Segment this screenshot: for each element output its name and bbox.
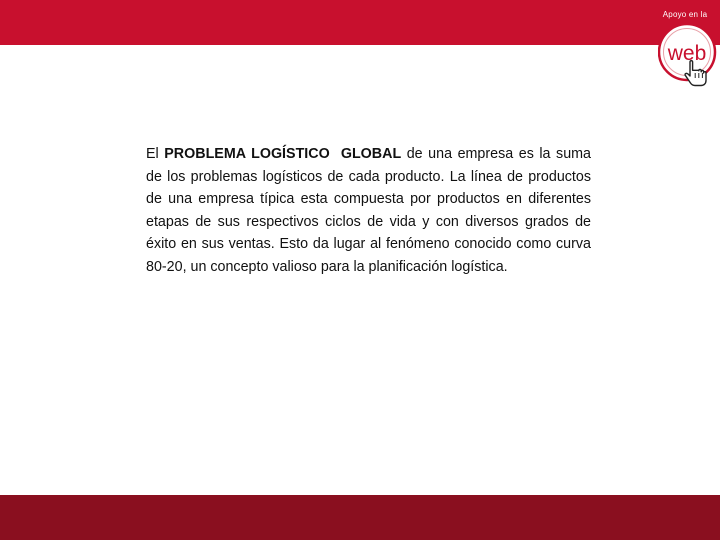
header-bar [0, 0, 720, 45]
text-gap [330, 146, 341, 162]
brand-tagline: Apoyo en la [662, 10, 708, 19]
web-logo[interactable] [658, 22, 720, 96]
text-body: de una empresa es la suma de los problemas logísticos de cada producto. La línea de productos de una empresa típica esta compuesta por productos en diferentes etapas de sus respectivos ciclos de vida y con diversos grados de éxito en sus ventas. Esto da lugar al fenómeno conocido como curva 80-20, un concepto valioso para la planificación logística. [146, 146, 592, 275]
logo-word: web [667, 42, 707, 65]
text-intro: El [146, 146, 165, 162]
footer-bar [0, 495, 720, 540]
emphasis-global: GLOBAL [340, 146, 402, 162]
body-paragraph [146, 143, 591, 278]
emphasis-problema-logistico: PROBLEMA LOGÍSTICO [164, 146, 330, 162]
